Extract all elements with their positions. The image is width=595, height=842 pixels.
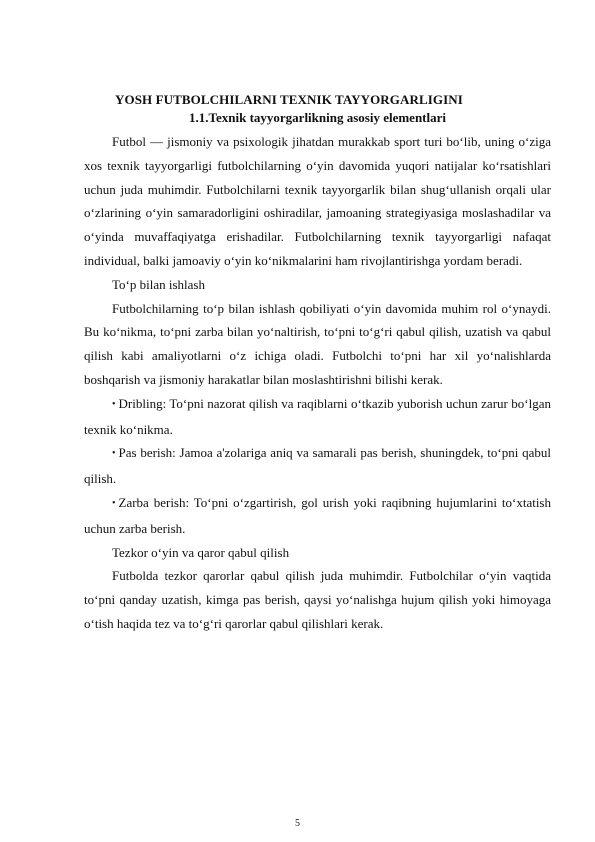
bullet-pass xyxy=(84,441,551,491)
bullet-strike xyxy=(84,491,551,541)
bullet-dribbling-text: Dribling: To‘pni nazorat qilish va raqiblarni o‘tkazib yuborish uchun zarur bo‘lgan texnik ko‘nikma. xyxy=(84,395,551,437)
bullet-pass-text: Pas berish: Jamoa a'zolariga aniq va samarali pas berish, shuningdek, to‘pni qabul qilish. xyxy=(84,445,551,487)
heading-quick-decision: Tezkor o‘yin va qaror qabul qilish xyxy=(112,544,290,560)
intro-paragraph: Futbol — jismoniy va psixologik jihatdan murakkab sport turi bo‘lib, uning o‘ziga xos texnik tayyorgarligi futbolchilarning o‘yin davomida yuqori natijalar ko‘rsatishlari uchun juda muhimdir. Futbolchilarni texnik tayyorgarlik bilan shug‘ullanish orqali ular o‘zlarining o‘yin samaradorligini oshiradilar, jamoaning strategiyasiga moslashadilar va o‘yinda muvaffaqiyatga erishadilar. Futbolchilarning texnik tayyorgarligi nafaqat individual, balki jamoaviy o‘yin ko‘nikmalarini ham rivojlantirishga yordam beradi. xyxy=(84,134,551,268)
quick-decision-paragraph: Futbolda tezkor qarorlar qabul qilish juda muhimdir. Futbolchilar o‘yin vaqtida to‘pni qanday uzatish, kimga pas berish, qaysi yo‘nalishga hujum qilish yoki himoyaga o‘tish haqida tez va to‘g‘ri qarorlar qabul qilishlari kerak. xyxy=(84,568,551,631)
bullet-strike-text: Zarba berish: To‘pni o‘zgartirish, gol urish yoki raqibning hujumlarini to‘xtatish uchun zarba berish. xyxy=(84,494,551,536)
page-content xyxy=(84,92,551,636)
document-title: YOSH FUTBOLCHILARNI TEXNIK TAYYORGARLIGINI xyxy=(115,92,463,107)
page-footer xyxy=(0,818,595,830)
page-number: 5 xyxy=(295,818,300,829)
bullet-dribbling xyxy=(84,392,551,442)
ball-handling-paragraph: Futbolchilarning to‘p bilan ishlash qobiliyati o‘yin davomida muhim rol o‘ynaydi. Bu ko‘nikma, to‘pni zarba bilan yo‘naltirish, to‘pni to‘g‘ri qabul qilish, uzatish va qabul qilish kabi amaliyotlarni o‘z ichiga oladi. Futbolchi to‘pni har xil yo‘nalishlarda boshqarish va jismoniy harakatlar bilan moslashtirishni bilishi kerak. xyxy=(84,300,551,387)
section-subtitle: 1.1.Texnik tayyorgarlikning asosiy elementlari xyxy=(189,110,446,125)
heading-ball-handling: To‘p bilan ishlash xyxy=(112,276,205,292)
